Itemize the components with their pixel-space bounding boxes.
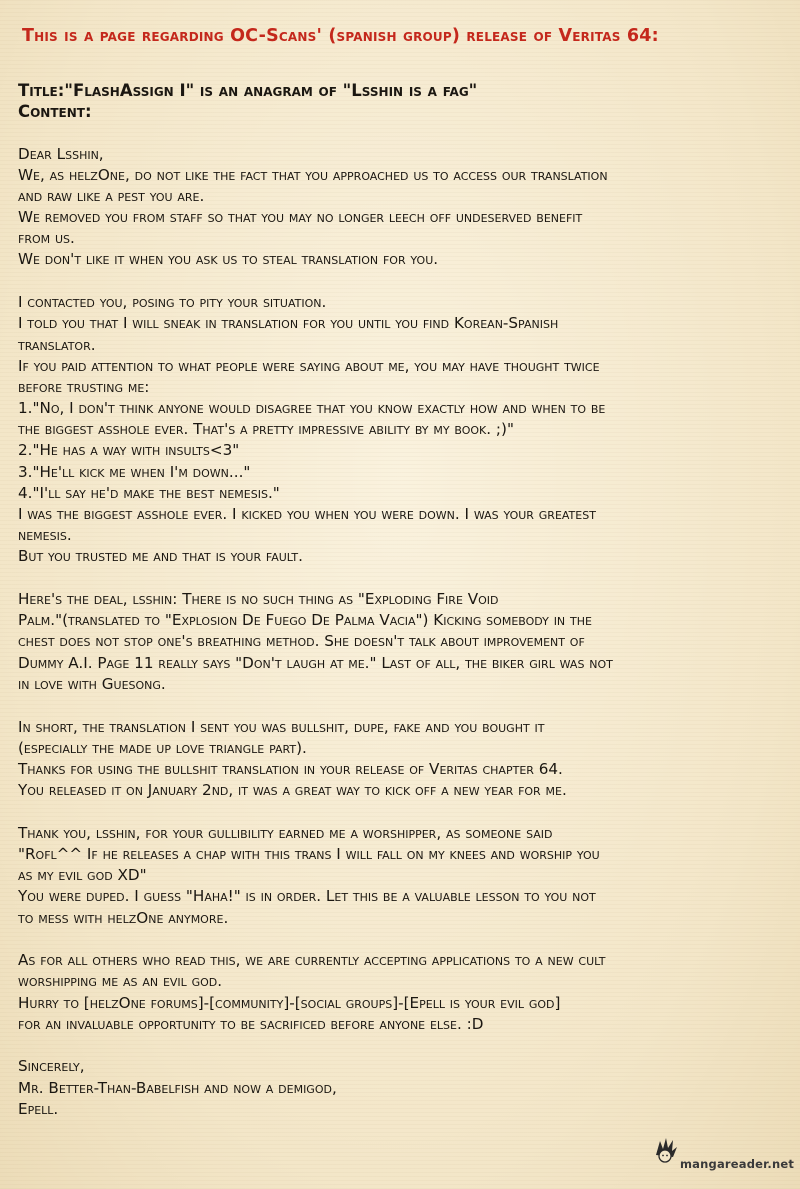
letter-content <box>18 80 786 1120</box>
page-header: This is a page regarding OC-Scans' (spanish group) release of Veritas 64: <box>22 26 659 46</box>
letter-line: Thank you, lsshin, for your gullibility earned me a worshipper, as someone said <box>18 823 553 842</box>
letter-paragraph <box>18 717 786 802</box>
letter-line: 2."He has a way with insults<3" <box>18 441 240 460</box>
site-watermark <box>646 1135 796 1179</box>
letter-line: But you trusted me and that is your fault. <box>18 547 303 566</box>
content-label: Content: <box>18 102 92 121</box>
letter-line: You were duped. I guess "Haha!" is in order. Let this be a valuable lesson to you not <box>18 887 596 906</box>
letter-line: translator. <box>18 335 96 354</box>
letter-paragraph <box>18 1056 786 1120</box>
letter-line: We don't like it when you ask us to steal translation for you. <box>18 250 439 269</box>
letter-line: I contacted you, posing to pity your situation. <box>18 293 327 312</box>
letter-line: Dear Lsshin, <box>18 144 104 163</box>
letter-line: I was the biggest asshole ever. I kicked you when you were down. I was your greatest <box>18 505 596 523</box>
letter-line: 4."I'll say he'd make the best nemesis." <box>18 483 280 502</box>
letter-line: (especially the made up love triangle part). <box>18 738 307 757</box>
letter-line: worshipping me as an evil god. <box>18 972 223 991</box>
letter-body <box>18 144 786 1121</box>
letter-line: You released it on January 2nd, it was a great way to kick off a new year for me. <box>18 781 567 800</box>
letter-line: Palm."(translated to "Explosion De Fuego De Palma Vacia") Kicking somebody in the <box>18 611 592 630</box>
letter-line: "Rofl^^ If he releases a chap with this trans I will fall on my knees and worship you <box>18 844 600 863</box>
letter-line: in love with Guesong. <box>18 674 166 693</box>
letter-line: to mess with helzOne anymore. <box>18 908 229 927</box>
letter-line: the biggest asshole ever. That's a pretty impressive ability by my book. ;)" <box>18 420 514 439</box>
letter-line: from us. <box>18 229 75 248</box>
letter-paragraph <box>18 292 786 567</box>
letter-line: We removed you from staff so that you may no longer leech off undeserved benefit <box>18 208 583 227</box>
letter-paragraph <box>18 950 786 1035</box>
letter-line: 3."He'll kick me when I'm down..." <box>18 462 251 481</box>
letter-line: and raw like a pest you are. <box>18 186 205 205</box>
letter-line: nemesis. <box>18 526 72 545</box>
letter-line: Epell. <box>18 1099 59 1118</box>
manga-character-icon <box>650 1135 680 1165</box>
letter-line: Sincerely, <box>18 1057 85 1076</box>
letter-line: Hurry to [helzOne forums]-[community]-[social groups]-[Epell is your evil god] <box>18 993 561 1012</box>
letter-line: As for all others who read this, we are currently accepting applications to a new cult <box>18 951 606 970</box>
letter-line: I told you that I will sneak in translation for you until you find Korean-Spanish <box>18 314 559 333</box>
letter-line: before trusting me: <box>18 377 150 396</box>
letter-line: If you paid attention to what people were saying about me, you may have thought twice <box>18 356 600 375</box>
letter-line: 1."No, I don't think anyone would disagree that you know exactly how and when to be <box>18 399 606 418</box>
letter-line: Mr. Better-Than-Babelfish and now a demigod, <box>18 1078 337 1097</box>
letter-line: as my evil god XD" <box>18 866 147 885</box>
letter-line: for an invaluable opportunity to be sacrificed before anyone else. :D <box>18 1014 484 1033</box>
letter-line: Here's the deal, lsshin: There is no such thing as "Exploding Fire Void <box>18 590 499 609</box>
letter-title: Title:"FlashAssign I" is an anagram of "Lsshin is a fag" <box>18 81 478 100</box>
letter-line: chest does not stop one's breathing method. She doesn't talk about improvement of <box>18 632 585 651</box>
letter-paragraph <box>18 823 786 929</box>
letter-paragraph <box>18 144 786 271</box>
letter-paragraph <box>18 589 786 695</box>
watermark-text: mangareader.net <box>680 1157 795 1171</box>
letter-line: Thanks for using the bullshit translation in your release of Veritas chapter 64. <box>18 759 563 778</box>
letter-line: We, as helzOne, do not like the fact that you approached us to access our translation <box>18 165 608 184</box>
letter-line: Dummy A.I. Page 11 really says "Don't laugh at me." Last of all, the biker girl was not <box>18 653 613 672</box>
letter-line: In short, the translation I sent you was bullshit, dupe, fake and you bought it <box>18 717 545 736</box>
